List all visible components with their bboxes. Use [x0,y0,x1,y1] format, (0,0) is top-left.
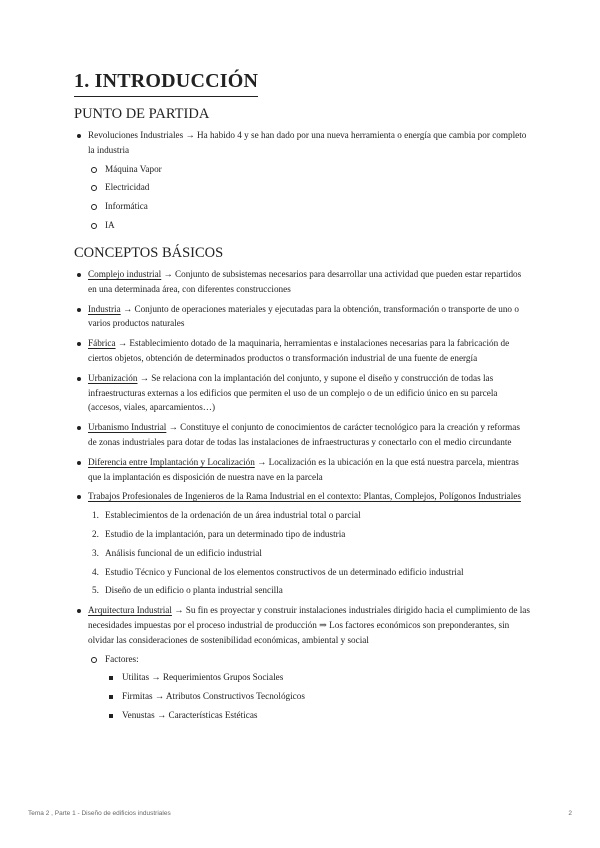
concept-text: → Localización es la ubicación en la que está nuestra parcela, mientras que la implantación es disposición de nuestra nave en la parcela [88,456,519,482]
concept-text: → Su fin es proyectar y construir instalaciones industriales dirigido hacia el cumplimiento de las necesidades impuestas por el proceso industrial de producción ⇒ Los factores económicos son preponderantes, sin olvidar las consideraciones de sostenibilidad económicas, ambiental y social [88,605,530,645]
sub-list-item [74,199,530,214]
sub-list-item-text: Factores: [105,653,139,664]
concept-term: Diferencia entre Implantación y Localización [88,456,255,467]
concept-item [74,371,530,415]
bullet-icon [77,308,81,312]
numbered-item: 5. Diseño de un edificio o planta industrial sencilla [92,585,283,596]
concept-item-arquitectura [74,603,530,647]
section-heading-punto-de-partida: PUNTO DE PARTIDA [74,106,210,122]
hollow-bullet-icon [91,204,97,210]
numbered-item-text: Establecimientos de la ordenación de un área industrial total o parcial [105,510,361,521]
bullet-icon [77,273,81,277]
list-item [74,128,530,158]
factor-item [74,708,530,723]
concept-term: Industria [88,303,121,314]
concept-term: Urbanización [88,372,138,383]
numbered-item: 2. Estudio de la implantación, para un determinado tipo de industria [92,528,346,539]
sub-list-item [74,180,530,195]
concept-item [74,302,530,332]
numbered-item-text: Estudio de la implantación, para un determinado tipo de industria [105,528,346,539]
bullet-icon [77,134,81,138]
concept-term: Arquitectura Industrial [88,605,172,616]
numbered-item: 1. Establecimientos de la ordenación de un área industrial total o parcial [92,510,361,521]
sub-list-item-text: Electricidad [105,182,150,193]
list-item-text: Revoluciones Industriales → Ha habido 4 y se han dado por una nueva herramienta o energía que cambia por completo la industria [88,130,527,155]
concept-item-trabajos [74,489,530,504]
bullet-icon [77,377,81,381]
factor-item [74,689,530,704]
square-bullet-icon [109,695,113,699]
factor-item [74,670,530,685]
concept-item [74,455,530,485]
sub-list-item [74,218,530,233]
factor-text: Venustas → Características Estéticas [122,709,258,720]
numbered-item: 3. Análisis funcional de un edificio industrial [92,547,262,558]
hollow-bullet-icon [91,223,97,229]
section-punto-de-partida [74,128,530,233]
bullet-icon [77,342,81,346]
square-bullet-icon [109,714,113,718]
concept-term: Urbanismo Industrial [88,422,167,433]
concept-text: → Conjunto de subsistemas necesarios para desarrollar una actividad que pueden estar repartidos en una determinada área, con diferentes construcciones [88,269,522,294]
factor-text: Firmitas → Atributos Constructivos Tecnológicos [122,691,305,702]
footer-title: Tema 2 , Parte 1 - Diseño de edificios industriales [28,810,171,817]
concept-term: Trabajos Profesionales de Ingenieros de la Rama Industrial en el contexto: Plantas, Complejos, Polígonos Industriales [88,491,521,502]
bullet-icon [77,461,81,465]
concept-text: → Constituye el conjunto de conocimientos de carácter tecnológico para la creación y reformas de zonas industriales para dotar de todas las instalaciones de infraestructuras y conectarlo con el medio circundante [88,422,520,447]
concept-text: → Establecimiento dotado de la maquinaria, herramientas e instalaciones necesarias para la fabricación de ciertos objetos, obtención de determinados productos o transformación industrial de una fuente de energía [88,338,510,363]
concept-item [74,420,530,450]
hollow-bullet-icon [91,185,97,191]
hollow-bullet-icon [91,167,97,173]
concept-text: → Conjunto de operaciones materiales y ejecutadas para la obtención, transformación o transporte de uno o varios productos naturales [88,303,519,329]
numbered-item: 4. Estudio Técnico y Funcional de los elementos constructivos de un determinado edificio industrial [92,566,464,577]
numbered-item-text: Análisis funcional de un edificio industrial [105,547,262,558]
page-footer [28,810,572,817]
section-heading-conceptos-basicos: CONCEPTOS BÁSICOS [74,245,224,261]
numbered-item-text: Diseño de un edificio o planta industrial sencilla [105,585,283,596]
concept-text: → Se relaciona con la implantación del conjunto, y supone el diseño y construcción de todas las infraestructuras externas a los edificios que permiten el uso de un complejo o de un edificio único en su parcela (accesos, viales, aparcamientos…) [88,372,498,413]
sub-list-item-factores [74,652,530,667]
sub-list-item-text: Máquina Vapor [105,163,162,174]
sub-list-item-text: IA [105,219,115,230]
bullet-icon [77,426,81,430]
concept-term: Fábrica [88,338,116,349]
sub-list-item [74,162,530,177]
bullet-icon [77,495,81,499]
concept-item [74,336,530,366]
page-title: 1. INTRODUCCIÓN [74,70,258,97]
concept-item [74,267,530,297]
bullet-icon [77,609,81,613]
hollow-bullet-icon [91,657,97,663]
factor-text: Utilitas → Requerimientos Grupos Sociales [122,672,284,683]
square-bullet-icon [109,676,113,680]
section-conceptos-basicos [74,267,530,723]
sub-list-item-text: Informática [105,201,148,212]
concept-term: Complejo industrial [88,269,162,279]
page-number: 2 [568,810,572,817]
numbered-item-text: Estudio Técnico y Funcional de los elementos constructivos de un determinado edificio industrial [105,566,464,577]
